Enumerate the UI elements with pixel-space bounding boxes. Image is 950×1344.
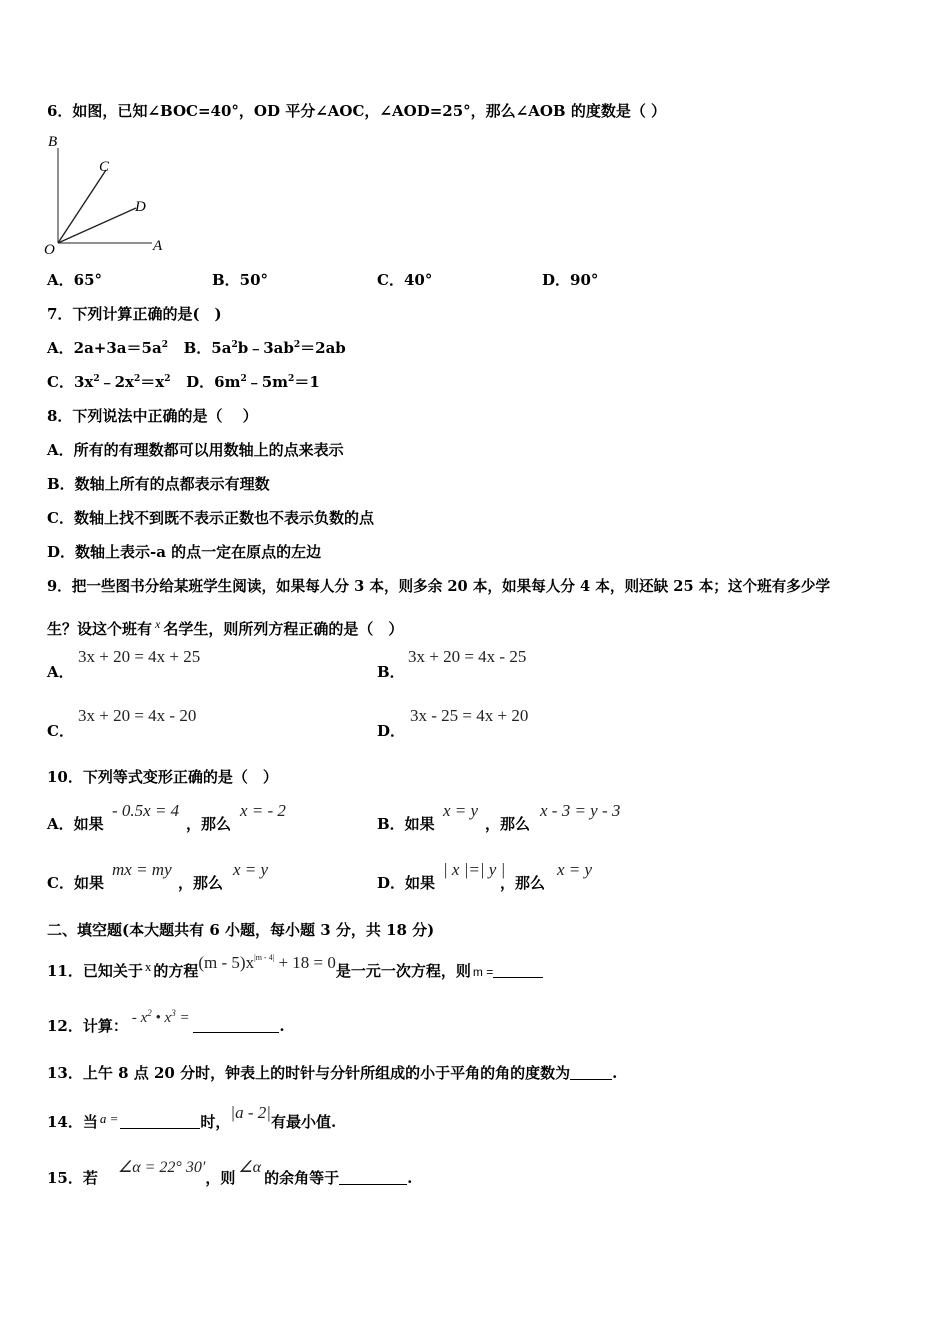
q9-stem-line2: [47, 614, 403, 639]
q15-line: [47, 1159, 413, 1189]
q9-option-b-label[interactable]: B．: [377, 663, 405, 681]
q7-c-sup2: 2: [133, 374, 141, 384]
q10-option-d-cond: | x |=| y |: [443, 860, 506, 879]
q7-c-sup3: 2: [164, 374, 171, 384]
label-d: D: [135, 199, 146, 215]
q12-post: .: [279, 1017, 285, 1035]
q9-option-b-math[interactable]: 3x + 20 = 4x - 25: [408, 647, 527, 666]
q11-pre: 11．已知关于: [47, 962, 143, 980]
q10-option-d-label[interactable]: D．如果: [377, 874, 436, 892]
q10-option-a-label[interactable]: A．如果: [47, 815, 104, 833]
q7-c-text2: ﹣2x: [99, 373, 134, 391]
q8-stem: 8．下列说法中正确的是（ ）: [47, 407, 258, 425]
q15-pre: 15．若: [47, 1169, 98, 1187]
q10-option-c-label[interactable]: C．如果: [47, 874, 104, 892]
q11-var-x: x: [144, 959, 152, 974]
q12-exp2: 3: [171, 1008, 176, 1018]
q9-option-d-math[interactable]: 3x - 25 = 4x + 20: [410, 706, 529, 725]
q6-angle-figure: [42, 130, 177, 259]
q9-stem-pre: 生？设这个班有: [47, 620, 153, 638]
q9-option-a-label[interactable]: A．: [47, 663, 74, 681]
q7-d-sup2: 2: [288, 374, 295, 384]
q7-b-text2: b﹣3ab: [237, 339, 294, 357]
q7-a-sup: 2: [161, 340, 168, 350]
q8-option-d[interactable]: D．数轴上表示-a 的点一定在原点的左边: [47, 543, 322, 561]
label-o: O: [44, 242, 55, 255]
label-b: B: [48, 134, 58, 150]
q11-line: [47, 953, 543, 982]
q9-option-d-label[interactable]: D．: [377, 722, 406, 740]
q10-option-b-label[interactable]: B．如果: [377, 815, 435, 833]
q15-angle-symbol: ∠α: [238, 1159, 262, 1176]
q9-stem-line1: 9．把一些图书分给某班学生阅读，如果每人分 3 本，则多余 20 本，如果每人分 4 本，则还缺 25 本；这个班有多少学: [47, 578, 831, 595]
q7-a-text: A．2a+3a＝5a: [47, 339, 162, 357]
q13-text: 13．上午 8 点 20 分时，钟表上的时针与分针所组成的小于平角的角的度数为: [47, 1064, 571, 1082]
q7-c-text3: ＝x: [140, 373, 165, 391]
q7-d-text3: ＝1: [294, 373, 320, 391]
q10-option-c-then: ，那么: [178, 874, 224, 892]
q11-eq-base: (m - 5)x: [198, 953, 255, 972]
q13-post: .: [612, 1064, 618, 1082]
q8-option-a[interactable]: A．所有的有理数都可以用数轴上的点来表示: [47, 441, 344, 459]
q9-option-c-math[interactable]: 3x + 20 = 4x - 20: [78, 706, 197, 725]
q9-option-a-math[interactable]: 3x + 20 = 4x + 25: [78, 647, 201, 666]
q10-option-d-then: ，那么: [500, 874, 546, 892]
section2-heading: 二、填空题(本大题共有 6 小题，每小题 3 分，共 18 分): [47, 921, 435, 939]
q9-option-c-label[interactable]: C．: [47, 722, 74, 740]
q6-option-b[interactable]: B．50°: [212, 271, 269, 289]
q7-stem: 7．下列计算正确的是( ): [47, 305, 222, 323]
q7-b-text1: B．5a: [183, 339, 232, 357]
label-a: A: [153, 238, 163, 254]
q10-option-c-cond: mx = my: [112, 860, 172, 879]
q10-option-b-res: x - 3 = y - 3: [540, 801, 621, 820]
q12-line: [47, 1008, 285, 1037]
q12-dot: • x: [151, 1010, 172, 1026]
label-c: C: [99, 159, 110, 175]
q12-answer-blank[interactable]: [193, 1017, 279, 1033]
q14-mid: 时，: [200, 1113, 231, 1131]
q7-row-cd: [47, 372, 320, 392]
q15-answer-blank[interactable]: [339, 1169, 407, 1185]
q7-row-ab: [47, 338, 346, 358]
q7-b-text3: ＝2ab: [300, 339, 346, 357]
q6-option-a[interactable]: A．65°: [47, 271, 103, 289]
q7-option-d[interactable]: [186, 373, 320, 391]
q14-line: [47, 1103, 337, 1132]
q15-post: 的余角等于: [264, 1169, 340, 1187]
q9-stem-post: 名学生，则所列方程正确的是（ ）: [163, 620, 404, 638]
q11-post: 是一元一次方程，则: [335, 962, 471, 980]
q15-end: .: [407, 1169, 413, 1187]
q12-exp1: 2: [147, 1008, 152, 1018]
q7-b-sup2: 2: [293, 340, 301, 350]
q7-option-c[interactable]: [47, 373, 170, 391]
q7-d-sup1: 2: [240, 374, 247, 384]
q15-mid: ，则: [205, 1169, 236, 1187]
q11-eq-exp: |m - 4|: [254, 953, 275, 962]
q10-option-d-res: x = y: [557, 860, 593, 879]
q8-option-b[interactable]: B．数轴上所有的点都表示有理数: [47, 475, 270, 493]
q11-mid: 的方程: [153, 962, 199, 980]
q12-eq: =: [175, 1010, 194, 1026]
q11-eq-tail: + 18 = 0: [274, 953, 336, 972]
q10-stem: 10．下列等式变形正确的是（ ）: [47, 768, 278, 786]
q9-var-x: x: [155, 617, 161, 631]
angle-diagram-svg: [42, 130, 177, 255]
q6-option-d[interactable]: D．90°: [542, 271, 599, 289]
q13-answer-blank[interactable]: [570, 1064, 612, 1080]
q12-expr: - x: [131, 1010, 148, 1026]
q14-var-a: a =: [99, 1111, 119, 1126]
q7-option-a[interactable]: [47, 339, 168, 357]
q14-answer-blank[interactable]: [120, 1113, 200, 1129]
q7-d-text2: ﹣5m: [246, 373, 289, 391]
q11-equation: [198, 953, 336, 972]
q7-c-sup1: 2: [93, 374, 100, 384]
q10-option-a-cond: - 0.5x = 4: [112, 801, 180, 820]
q7-c-text1: C．3x: [47, 373, 94, 391]
q10-option-c-res: x = y: [233, 860, 269, 879]
q12-expression: [132, 1010, 193, 1026]
q12-pre: 12．计算：: [47, 1017, 128, 1035]
q8-option-c[interactable]: C．数轴上找不到既不表示正数也不表示负数的点: [47, 509, 374, 527]
q11-ans-label: m =: [472, 965, 494, 979]
q6-option-c[interactable]: C．40°: [377, 271, 433, 289]
q10-option-b-cond: x = y: [443, 801, 479, 820]
q6-stem: 6．如图，已知∠BOC=40°，OD 平分∠AOC，∠AOD=25°，那么∠AOB 的度数是（ ）: [47, 102, 667, 120]
q13-line: [47, 1063, 617, 1083]
q14-pre: 14．当: [47, 1113, 98, 1131]
q14-abs-expr: |a - 2|: [230, 1103, 271, 1122]
q10-option-a-res: x = - 2: [240, 801, 286, 820]
q15-angle-expr: ∠α = 22° 30′: [117, 1159, 206, 1176]
q7-d-text1: D．6m: [186, 373, 241, 391]
q7-b-sup1: 2: [231, 340, 238, 350]
q10-option-a-then: ，那么: [186, 815, 232, 833]
q7-option-b[interactable]: [184, 339, 346, 357]
q11-answer-blank[interactable]: [493, 962, 543, 978]
q14-post: 有最小值.: [270, 1113, 337, 1131]
q10-option-b-then: ，那么: [485, 815, 531, 833]
